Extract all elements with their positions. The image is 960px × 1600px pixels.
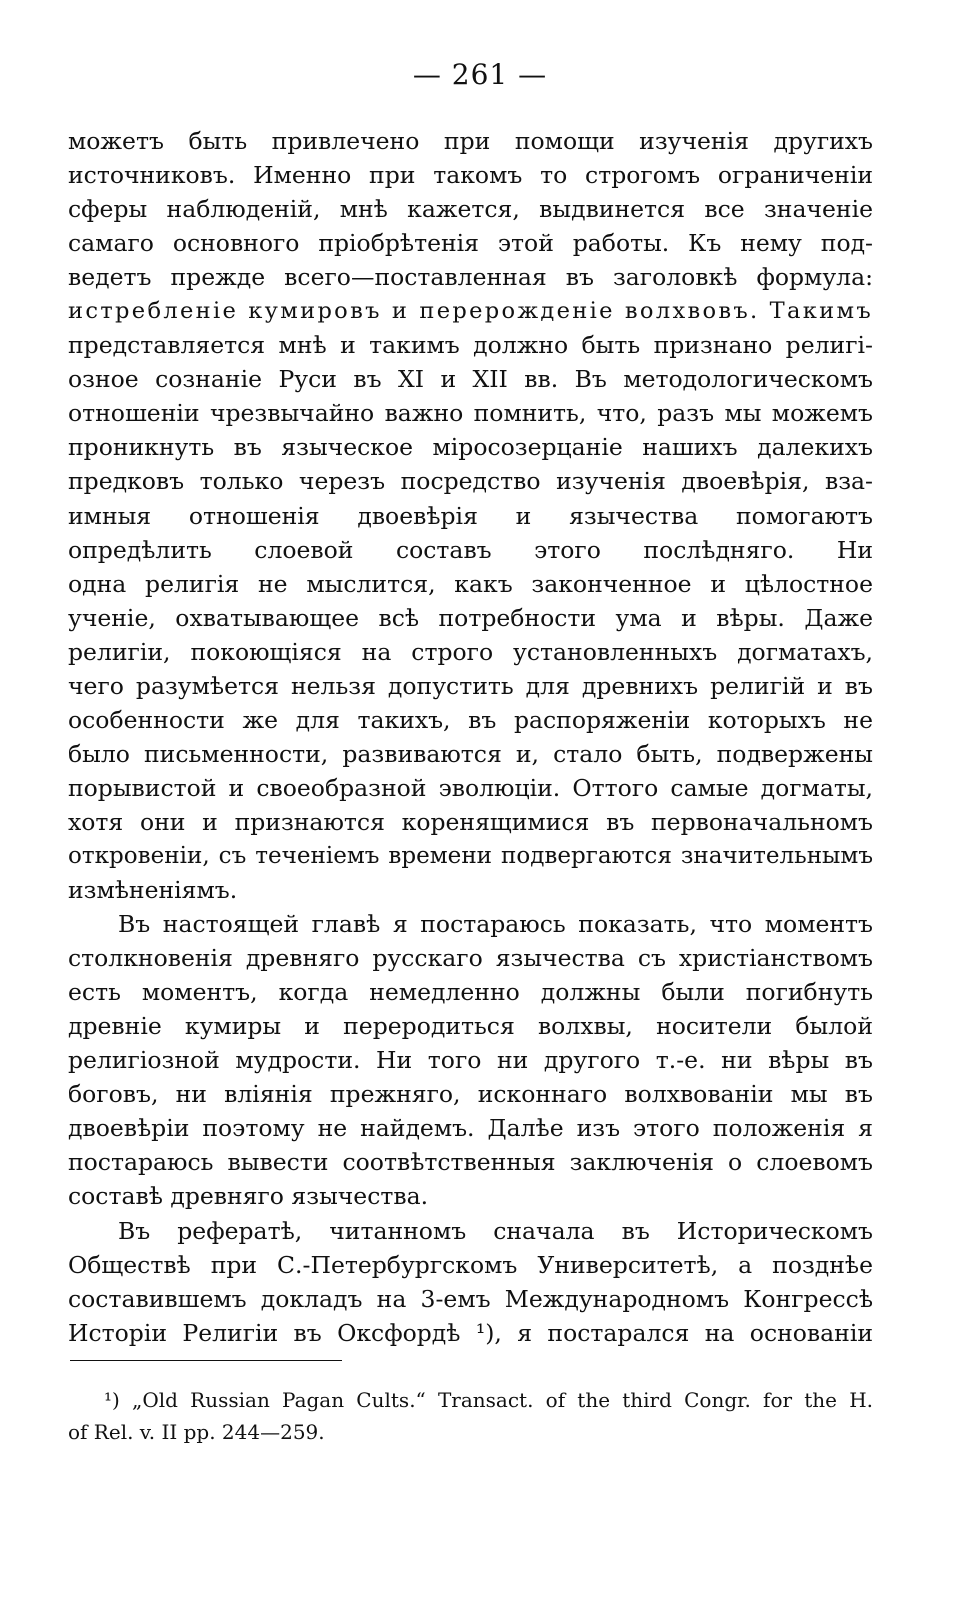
footnote-line: of Rel. v. II pp. 244—259.	[68, 1420, 325, 1444]
text-line: религіи, покоющіяся на строго установленныхъ догматахъ,	[68, 637, 873, 666]
text-line: самаго основного пріобрѣтенія этой работы. Къ нему под-	[68, 229, 873, 258]
main-text	[68, 124, 873, 1350]
text-line: ведетъ прежде всего—поставленная въ заголовкѣ формула:	[68, 263, 873, 292]
text-line: откровеніи, съ теченіемъ времени подвергаются значительнымъ	[68, 842, 873, 869]
text-line: истребленіе кумировъ и перерожденіе волхвовъ. Такимъ	[68, 298, 873, 325]
text-line: предковъ только черезъ посредство изученія двоевѣрія, вза-	[68, 467, 873, 496]
text-line: постараюсь вывести соотвѣтственныя заключенія о слоевомъ	[68, 1148, 873, 1177]
text-line: Въ рефератѣ, читанномъ сначала въ Историческомъ	[118, 1216, 873, 1245]
footnote-line: ¹) „Old Russian Pagan Cults.“ Transact. of the third Congr. for the H.	[104, 1388, 873, 1412]
text-line: есть моментъ, когда немедленно должны были погибнуть	[68, 978, 873, 1007]
text-line: хотя они и признаются коренящимися въ первоначальномъ	[68, 807, 873, 836]
text-line: религіозной мудрости. Ни того ни другого т.-е. ни вѣры въ	[68, 1046, 873, 1075]
footnotes	[68, 1384, 873, 1448]
text-line: чего разумѣется нельзя допустить для древнихъ религій и въ	[68, 671, 873, 700]
text-line: порывистой и своеобразной эволюціи. Оттого самые догматы,	[68, 773, 873, 802]
text-line: представляется мнѣ и такимъ должно быть признано религі-	[68, 331, 873, 360]
text-line: озное сознаніе Руси въ XI и XII вв. Въ методологическомъ	[68, 365, 873, 394]
text-line: боговъ, ни вліянія прежняго, исконнаго волхвованіи мы въ	[68, 1080, 873, 1109]
text-line: составившемъ докладъ на 3-емъ Международномъ Конгрессѣ	[68, 1284, 873, 1313]
text-line: Въ настоящей главѣ я постараюсь показать, что моментъ	[118, 910, 873, 939]
text-line: отношеніи чрезвычайно важно помнить, что, разъ мы можемъ	[68, 399, 873, 428]
text-line: ученіе, охватывающее всѣ потребности ума и вѣры. Даже	[68, 603, 873, 632]
text-line: можетъ быть привлечено при помощи изученія другихъ	[68, 127, 873, 155]
text-line: составѣ древняго язычества.	[68, 1182, 429, 1211]
footnote-divider	[70, 1360, 342, 1361]
text-line: имныя отношенія двоевѣрія и язычества помогаютъ	[68, 501, 873, 530]
text-line: источниковъ. Именно при такомъ то строгомъ ограниченіи	[68, 161, 873, 190]
text-line: особенности же для такихъ, въ распоряженіи которыхъ не	[68, 705, 873, 734]
text-line: древніе кумиры и переродиться волхвы, носители былой	[68, 1012, 873, 1041]
text-line: проникнуть въ языческое міросозерцаніе нашихъ далекихъ	[68, 433, 873, 462]
text-line: столкновенія древняго русскаго язычества съ христіанствомъ	[68, 944, 873, 973]
text-line: было письменности, развиваются и, стало быть, подвержены	[68, 739, 873, 768]
text-line: Исторіи Религіи въ Оксфордѣ ¹), я постарался на основаніи	[68, 1318, 873, 1347]
text-line: двоевѣріи поэтому не найдемъ. Далѣе изъ этого положенія я	[68, 1114, 873, 1143]
text-line: Обществѣ при С.-Петербургскомъ Университетѣ, а позднѣе	[68, 1250, 873, 1279]
text-line: измѣненіямъ.	[68, 876, 238, 905]
text-line: опредѣлить слоевой составъ этого послѣдняго. Ни	[68, 535, 873, 564]
page-number: — 261 —	[412, 58, 548, 91]
text-line: одна религія не мыслится, какъ законченное и цѣлостное	[68, 569, 873, 598]
text-line: сферы наблюденій, мнѣ кажется, выдвинется все значеніе	[68, 195, 873, 224]
